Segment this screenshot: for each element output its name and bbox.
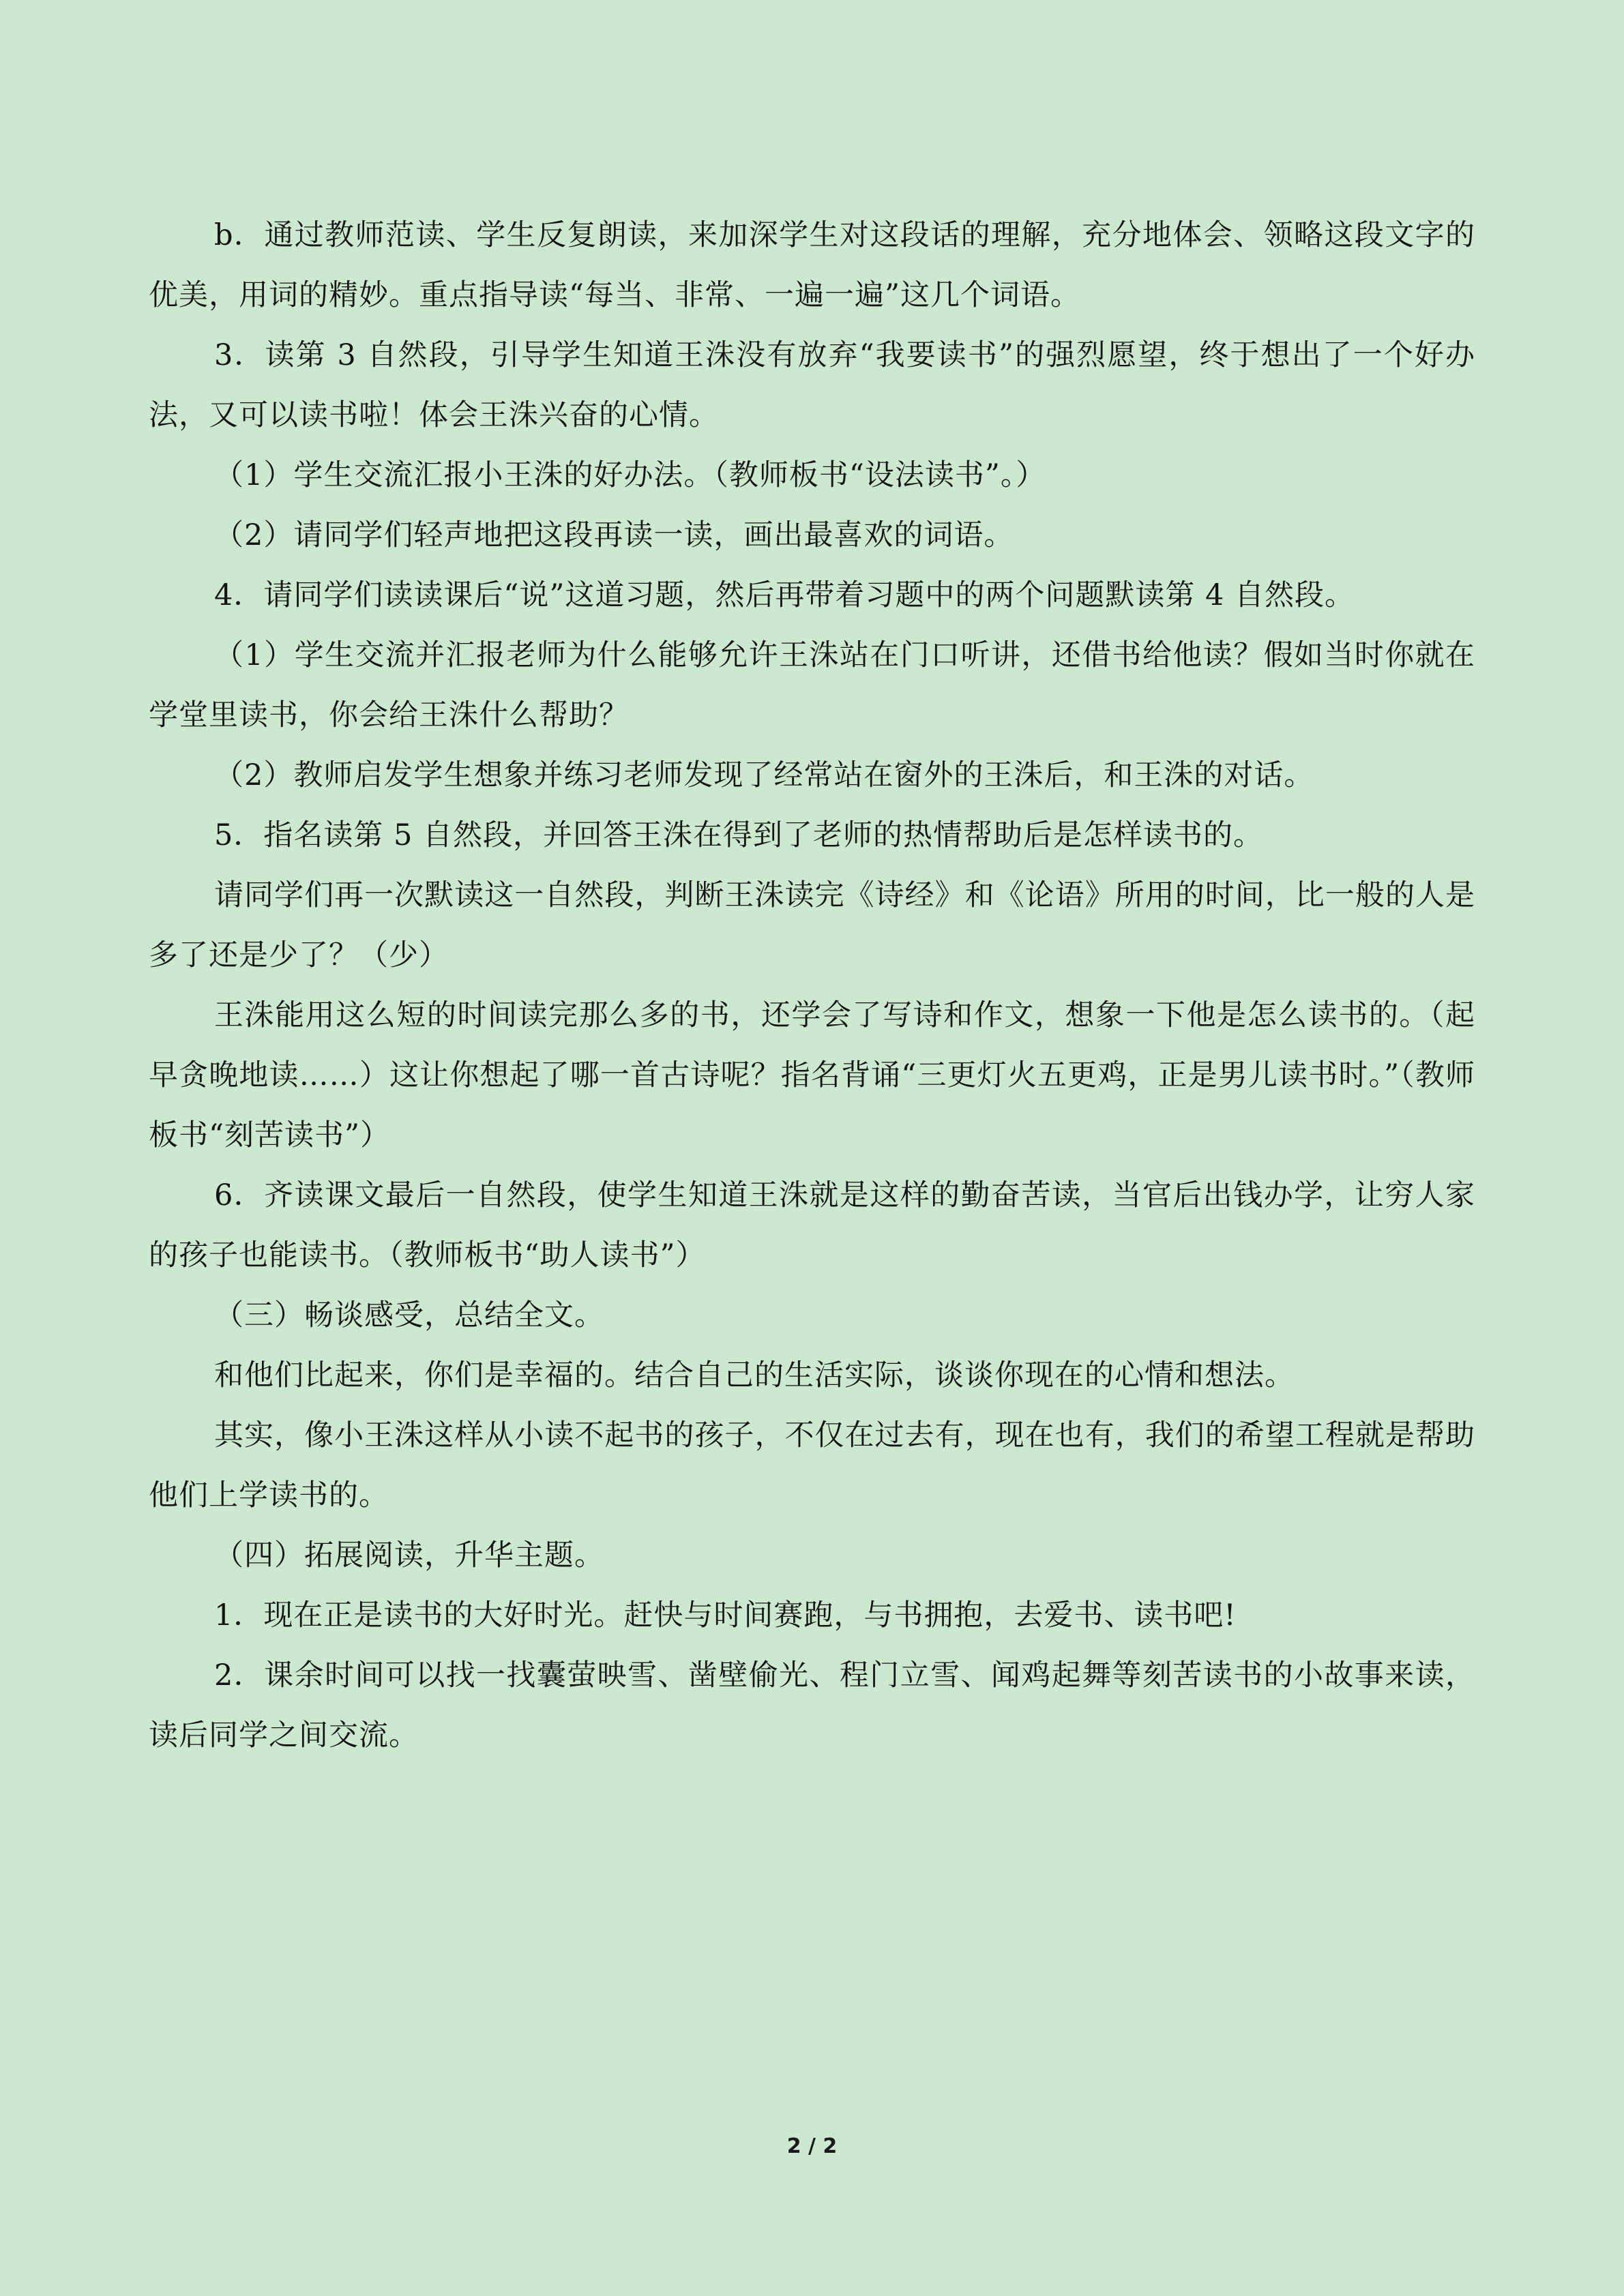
paragraph-3-2-read-again: （2）请同学们轻声地把这段再读一读，画出最喜欢的词语。: [214, 518, 1014, 552]
paragraph-b-teacher-model-reading: b．通过教师范读、学生反复朗读，来加深学生对这段话的理解，充分地体会、领略这段文字的优美，用词的精妙。重点指导读“每当、非常、一遍一遍”这几个词语。: [149, 218, 1475, 312]
paragraph-6-read-last-section: 6．齐读课文最后一自然段，使学生知道王洙就是这样的勤奋苦读，当官后出钱办学，让穷人家的孩子也能读书。（教师板书“助人读书”）: [149, 1178, 1475, 1272]
paragraph-extension-2: 2．课余时间可以找一找囊萤映雪、凿壁偷光、程门立雪、闻鸡起舞等刻苦读书的小故事来读，读后同学之间交流。: [149, 1658, 1475, 1753]
page-number: 2 / 2: [786, 2134, 838, 2158]
paragraph-5-read-section-5: 5．指名读第 5 自然段，并回答王洙在得到了老师的热情帮助后是怎样读书的。: [214, 818, 1264, 852]
paragraph-hope-project: 其实，像小王洙这样从小读不起书的孩子，不仅在过去有，现在也有，我们的希望工程就是帮助他们上学读书的。: [149, 1418, 1475, 1512]
paragraph-extension-1: 1．现在正是读书的大好时光。赶快与时间赛跑，与书拥抱，去爱书、读书吧!: [214, 1598, 1237, 1632]
heading-section-three: （三）畅谈感受，总结全文。: [214, 1298, 604, 1332]
document-body: [149, 205, 1475, 1765]
paragraph-4-1-discussion: （1）学生交流并汇报老师为什么能够允许王洙站在门口听讲，还借书给他读？假如当时你就在学堂里读书，你会给王洙什么帮助？: [149, 638, 1475, 732]
paragraph-3-1-report-good-method: （1）学生交流汇报小王洙的好办法。（教师板书“设法读书”。）: [214, 458, 1046, 492]
paragraph-silent-reading-question: 请同学们再一次默读这一自然段，判断王洙读完《诗经》和《论语》所用的时间，比一般的人是多了还是少了？（少）: [149, 878, 1475, 972]
paragraph-4-2-dialogue: （2）教师启发学生想象并练习老师发现了经常站在窗外的王洙后，和王洙的对话。: [214, 758, 1314, 792]
paragraph-3-read-section-3: 3．读第 3 自然段，引导学生知道王洙没有放弃“我要读书”的强烈愿望，终于想出了一个好办法，又可以读书啦！体会王洙兴奋的心情。: [149, 338, 1475, 432]
paragraph-4-read-exercise: 4．请同学们读读课后“说”这道习题，然后再带着习题中的两个问题默读第 4 自然段。: [214, 578, 1355, 612]
paragraph-imagine-reading: 王洙能用这么短的时间读完那么多的书，还学会了写诗和作文，想象一下他是怎么读书的。（起早贪晚地读……）这让你想起了哪一首古诗呢？指名背诵“三更灯火五更鸡，正是男儿读书时。”（教师板书“刻苦读书”）: [149, 998, 1475, 1152]
heading-section-four: （四）拓展阅读，升华主题。: [214, 1538, 604, 1572]
paragraph-happiness: 和他们比起来，你们是幸福的。结合自己的生活实际，谈谈你现在的心情和想法。: [214, 1358, 1295, 1392]
